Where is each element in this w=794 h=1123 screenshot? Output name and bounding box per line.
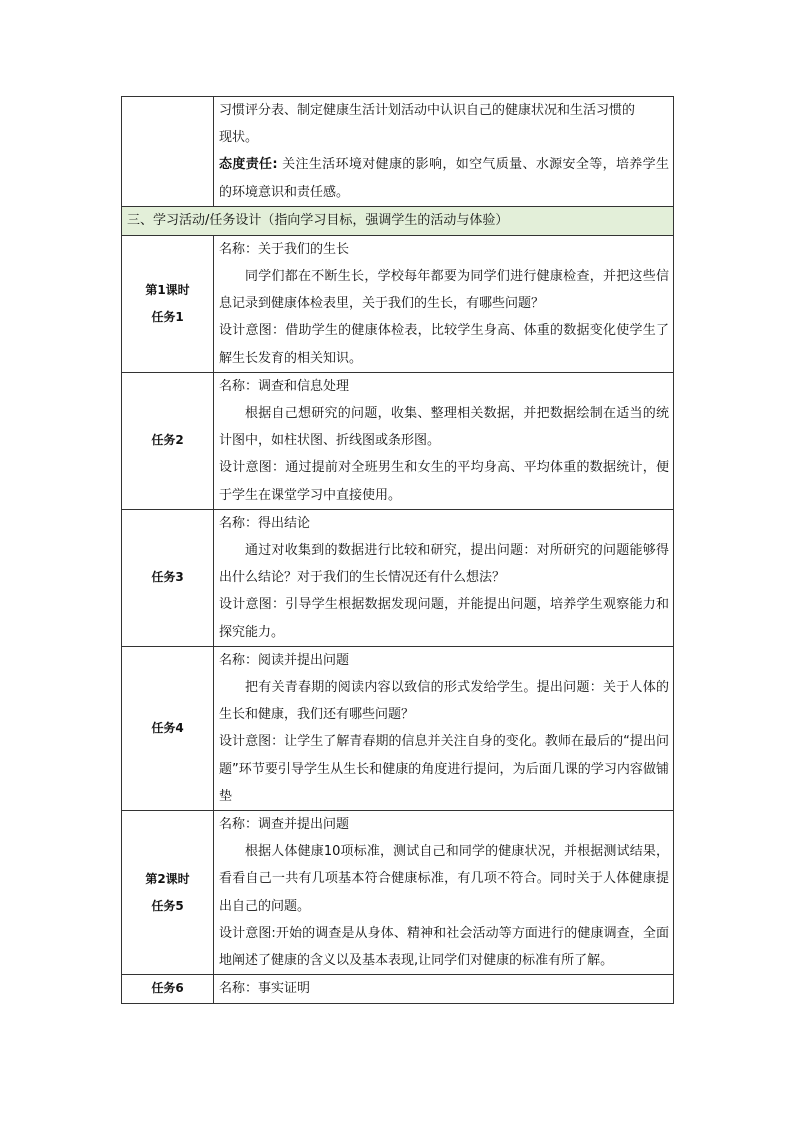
attitude-text: 关注生活环境对健康的影响，如空气质量、水源安全等，培养学生的环境意识和责任感。 [219,157,670,200]
task-content-cell [214,372,674,509]
empty-label-cell [122,97,214,207]
task-name: 名称：调查和信息处理 [219,378,350,394]
lesson-label: 第1课时 [145,282,190,297]
task-body: 根据自己想研究的问题，收集、整理相关数据，并把数据绘制在适当的统计图中，如柱状图、折线图或条形图。 [219,406,669,449]
task-label-cell [122,509,214,646]
task-label: 任务1 [151,309,184,324]
task-label-cell [122,975,214,1003]
table-row [122,372,674,509]
task-content-cell [214,509,674,646]
task-intent: 设计意图：引导学生根据数据发现问题，并能提出问题，培养学生观察能力和探究能力。 [219,597,669,640]
task-body: 把有关青春期的阅读内容以致信的形式发给学生。提出问题：关于人体的生长和健康，我们还有哪些问题？ [219,680,669,723]
table-row [122,811,674,975]
table-row [122,97,674,207]
lesson-label: 第2课时 [145,871,190,886]
objectives-cell [214,97,674,207]
task-name: 名称：得出结论 [219,515,311,531]
task-name: 名称：调查并提出问题 [219,817,350,833]
task-content-cell [214,811,674,975]
attitude-label: 态度责任: [219,157,278,173]
objective-line: 习惯评分表、制定健康生活计划活动中认识自己的健康状况和生活习惯的 [219,103,636,118]
task-intent: 设计意图：通过提前对全班男生和女生的平均身高、平均体重的数据统计，便于学生在课堂学习中直接使用。 [219,460,669,503]
table-row [122,509,674,646]
task-content-cell [214,646,674,810]
objective-line: 现状。 [219,130,259,146]
task-content-cell [214,975,674,1003]
task-body: 根据人体健康10项标准，测试自己和同学的健康状况，并根据测试结果，看看自己一共有几项基本符合健康标准，有几项不符合。同时关于人体健康提出自己的问题。 [219,844,669,914]
task-content-cell [214,235,674,372]
table-row [122,235,674,372]
attitude-paragraph [219,151,669,205]
task-label: 任务5 [151,898,184,913]
task-label-cell [122,646,214,810]
task-body: 同学们都在不断生长，学校每年都要为同学们进行健康检查，并把这些信息记录到健康体检表里，关于我们的生长，有哪些问题？ [219,269,669,312]
task-intent: 设计意图：让学生了解青春期的信息并关注自身的变化。教师在最后的“提出问题”环节要引导学生从生长和健康的角度进行提问，为后面几课的学习内容做铺垫 [219,734,669,804]
section-header: 三、学习活动/任务设计（指向学习目标，强调学生的活动与体验） [122,206,674,235]
table-row [122,206,674,235]
lesson-plan-table [121,96,674,1004]
table-row [122,646,674,810]
task-label: 任务6 [151,981,184,996]
task-body: 通过对收集到的数据进行比较和研究，提出问题：对所研究的问题能够得出什么结论？对于我们的生长情况还有什么想法？ [219,543,669,586]
task-name: 名称：关于我们的生长 [219,241,350,257]
task-name: 名称：事实证明 [219,981,311,997]
task-name: 名称：阅读并提出问题 [219,652,350,668]
task-intent: 设计意图：借助学生的健康体检表，比较学生身高、体重的数据变化使学生了解生长发育的相关知识。 [219,323,669,366]
task-label: 任务2 [151,433,184,448]
task-label-cell [122,372,214,509]
task-intent: 设计意图:开始的调查是从身体、精神和社会活动等方面进行的健康调查，全面地阐述了健康的含义以及基本表现,让同学们对健康的标准有所了解。 [219,925,669,969]
table-row [122,975,674,1003]
task-label-cell [122,811,214,975]
task-label: 任务4 [151,720,184,735]
task-label-cell [122,235,214,372]
task-label: 任务3 [151,570,184,585]
